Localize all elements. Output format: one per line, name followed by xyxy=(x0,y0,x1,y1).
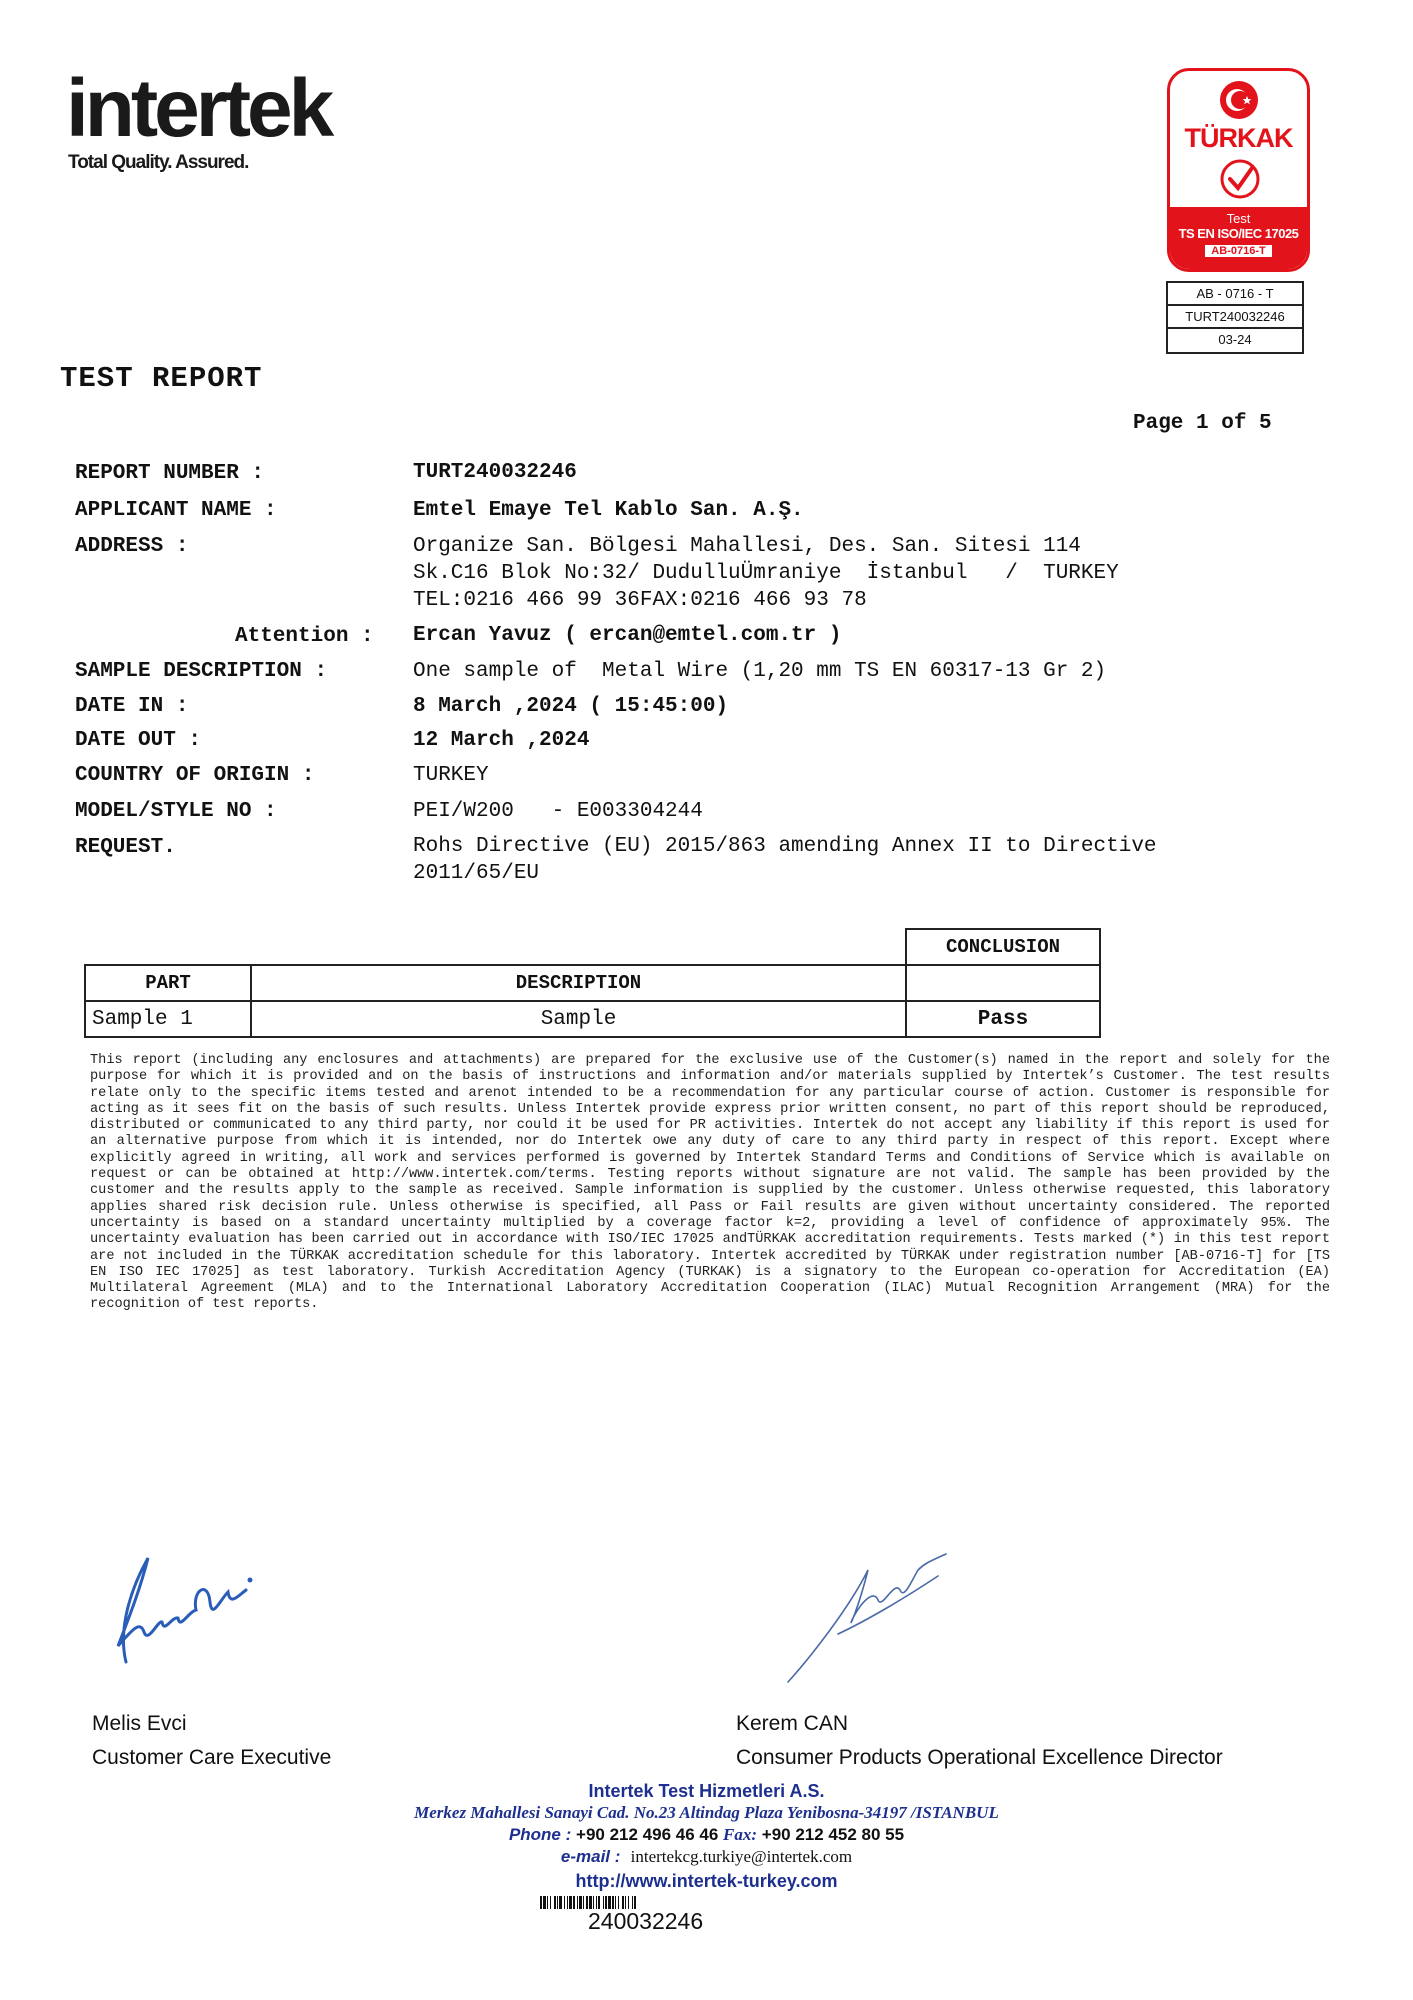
footer-phone-line xyxy=(0,1824,1413,1846)
turkak-standard: TS EN ISO/IEC 17025 xyxy=(1178,226,1299,241)
accreditation-date: 03-24 xyxy=(1218,332,1252,347)
signer-2-name: Kerem CAN xyxy=(736,1712,849,1735)
barcode-number: 240032246 xyxy=(588,1908,704,1934)
turkak-accreditation-badge xyxy=(1167,68,1310,272)
applicant-name-value: Emtel Emaye Tel Kablo San. A.Ş. xyxy=(413,499,804,522)
footer-website: http://www.intertek-turkey.com xyxy=(575,1871,838,1891)
accreditation-code: AB - 0716 - T xyxy=(1168,283,1302,306)
column-header-row xyxy=(85,965,1100,1001)
conclusion-header: CONCLUSION xyxy=(906,929,1100,965)
signature-melis-evci xyxy=(88,1550,268,1670)
empty-header-cell xyxy=(251,929,906,965)
accreditation-report-number: TURT240032246 xyxy=(1168,306,1302,329)
intertek-logo xyxy=(66,63,331,174)
table-row xyxy=(85,1001,1100,1037)
turkak-name: TÜRKAK xyxy=(1184,123,1293,153)
turkak-code: AB-0716-T xyxy=(1205,245,1271,257)
description-header: DESCRIPTION xyxy=(251,965,906,1001)
report-number-label: REPORT NUMBER : xyxy=(75,462,265,485)
fax-value: +90 212 452 80 55 xyxy=(761,1825,905,1844)
email-label: e-mail : xyxy=(560,1847,621,1866)
fax-label: Fax: xyxy=(723,1825,758,1844)
conclusion-header-blank xyxy=(906,965,1100,1001)
checkmark-circle-icon xyxy=(1218,157,1262,201)
row-part: Sample 1 xyxy=(85,1001,251,1037)
part-header: PART xyxy=(85,965,251,1001)
model-style-value: PEI/W200 - E003304244 xyxy=(413,800,703,823)
applicant-name-label: APPLICANT NAME : xyxy=(75,499,277,522)
footer-company: Intertek Test Hizmetleri A.S. xyxy=(588,1781,825,1801)
address-line-3: TEL:0216 466 99 36FAX:0216 466 93 78 xyxy=(413,589,867,612)
email-value: intertekcg.turkiye@intertek.com xyxy=(630,1847,853,1866)
attention-label: Attention : xyxy=(235,625,374,648)
date-in-label: DATE IN : xyxy=(75,695,189,718)
date-in-value: 8 March ,2024 ( 15:45:00) xyxy=(413,695,729,718)
attention-value: Ercan Yavuz ( ercan@emtel.com.tr ) xyxy=(413,624,842,647)
footer-email-line xyxy=(0,1846,1413,1870)
country-of-origin-value: TURKEY xyxy=(413,764,489,787)
accreditation-info-box xyxy=(1166,281,1304,354)
disclaimer-text: This report (including any enclosures and attachments) are prepared for the exclusive use of the Customer(s) named in the report and solely for the purpose for which it is provided and on the basis of instructions and information and/or materials supplied by Intertek’s Customer. The test results relate only to the specific items tested and arenot intended to be a recommendation for any particular course of action. Customer is responsible for acting as it sees fit on the basis of such results. Unless Intertek provide express prior written consent, no part of this report should be reproduced, distributed or communicated to any third party, nor could it be used for PR activities. Intertek do not accept any liability if this report is used for an alternative purpose from which it is intended, nor do Intertek owe any duty of care to any third party in respect of this report. Except where explicitly agreed in writing, all work and services performed is governed by Intertek Standard Terms and Conditions of Service which is available on request or can be obtained at http://www.intertek.com/terms. Testing reports without signature are not valid. The sample has been provided by the customer and the results apply to the sample as received. Sample information is supplied by the customer. Unless otherwise requested, this laboratory applies shared risk decision rule. Unless otherwise is specified, all Pass or Fail results are given without uncertainty considered. The reported uncertainty is based on a standard uncertainty multiplied by a coverage factor k=2, providing a level of confidence of approximately 95%. The uncertainty evaluation has been carried out in accordance with ISO/IEC 17025 andTÜRKAK accreditation requirements. Tests marked (*) in this test report are not included in the TÜRKAK accreditation schedule for this laboratory. Intertek accredited by TÜRKAK under registration number [AB-0716-T] for [TS EN ISO IEC 17025] as test laboratory. Turkish Accreditation Agency (TURKAK) is a signatory to the European co-operation for Accreditation (EA) Multilateral Agreement (MLA) and to the International Laboratory Accreditation Cooperation (ILAC) Mutual Recognition Arrangement (MRA) for the recognition of test reports. xyxy=(90,1053,1330,1313)
empty-header-cell xyxy=(85,929,251,965)
logo-wordmark: intertek xyxy=(66,63,331,154)
request-line-1: Rohs Directive (EU) 2015/863 amending Annex II to Directive xyxy=(413,835,1157,858)
footer xyxy=(0,1780,1413,1892)
footer-address: Merkez Mahallesi Sanayi Cad. No.23 Altindag Plaza Yenibosna-34197 /ISTANBUL xyxy=(414,1803,999,1822)
sample-description-value: One sample of Metal Wire (1,20 mm TS EN 60317-13 Gr 2) xyxy=(413,660,1107,683)
document-title: TEST REPORT xyxy=(60,362,263,395)
request-label: REQUEST. xyxy=(75,836,176,859)
phone-label: Phone : xyxy=(508,1825,572,1844)
sample-description-label: SAMPLE DESCRIPTION : xyxy=(75,660,328,683)
crescent-star-icon xyxy=(1220,81,1258,119)
phone-value: +90 212 496 46 46 xyxy=(576,1825,719,1844)
address-line-1: Organize San. Bölgesi Mahallesi, Des. San. Sitesi 114 xyxy=(413,535,1081,558)
signer-1-name: Melis Evci xyxy=(92,1712,187,1735)
date-out-label: DATE OUT : xyxy=(75,729,202,752)
row-conclusion: Pass xyxy=(906,1001,1100,1037)
signer-2-title: Consumer Products Operational Excellence Director xyxy=(736,1746,1223,1769)
page-number: Page 1 of 5 xyxy=(1133,412,1272,435)
signer-1-title: Customer Care Executive xyxy=(92,1746,332,1769)
date-out-value: 12 March ,2024 xyxy=(413,729,590,752)
address-label: ADDRESS : xyxy=(75,535,189,558)
turkak-band xyxy=(1170,207,1307,269)
country-of-origin-label: COUNTRY OF ORIGIN : xyxy=(75,764,315,787)
conclusion-table xyxy=(84,928,1101,1038)
signature-kerem-can xyxy=(778,1550,948,1690)
model-style-label: MODEL/STYLE NO : xyxy=(75,800,277,823)
report-number-value: TURT240032246 xyxy=(413,461,577,484)
address-line-2: Sk.C16 Blok No:32/ DudulluÜmraniye İstanbul / TURKEY xyxy=(413,562,1119,585)
conclusion-header-row xyxy=(85,929,1100,965)
row-description: Sample xyxy=(251,1001,906,1037)
turkak-test-label: Test xyxy=(1226,211,1251,226)
request-line-2: 2011/65/EU xyxy=(413,862,540,885)
logo-tagline: Total Quality. Assured. xyxy=(68,152,249,173)
